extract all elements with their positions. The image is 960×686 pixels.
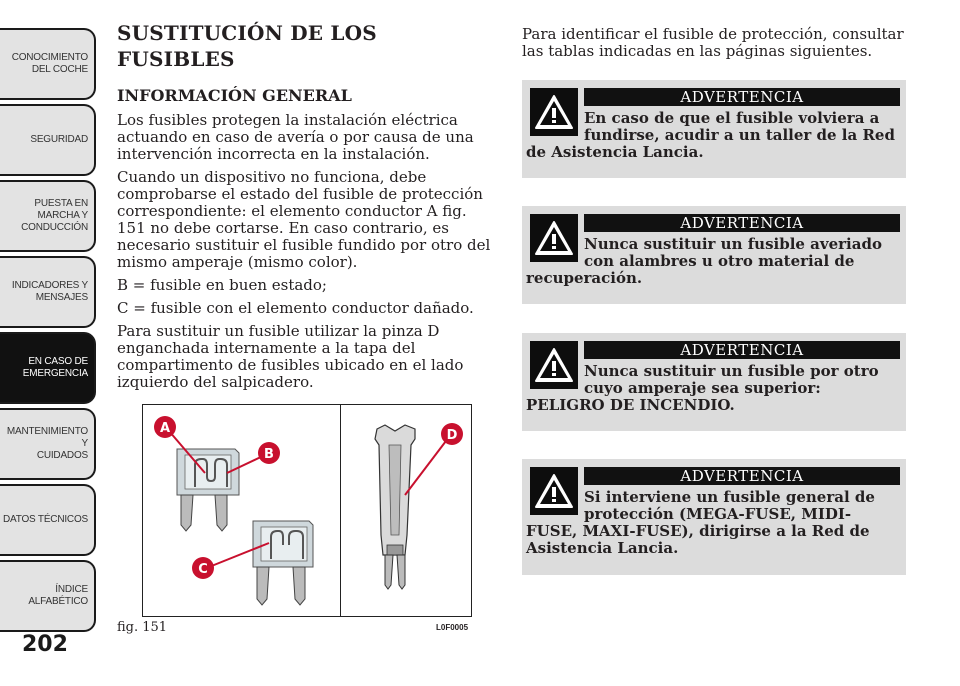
warning-line: fundirse, acudir a un taller de la Red [584,126,895,144]
warning-line: Si interviene un fusible general de [584,488,875,506]
page-number: 202 [22,632,68,657]
intro-text: Para identificar el fusible de protección, consultar las tablas indicadas en las páginas siguientes. [522,25,904,60]
tab-label: PUESTA EN MARCHA Y CONDUCCIÓN [21,198,88,233]
fuse-figure [142,404,472,617]
tab-seguridad[interactable] [0,104,96,176]
tab-puesta-en-marcha[interactable] [0,180,96,252]
tab-conocimiento-del-coche[interactable] [0,28,96,100]
warning-line: recuperación. [526,269,643,287]
label-b: B [264,447,274,462]
warning-line: con alambres u otro material de [584,252,855,270]
tab-label: EN CASO DE EMERGENCIA [22,356,88,379]
callout-line-d [405,437,449,495]
warning-line: de Asistencia Lancia. [526,143,704,161]
paragraph: Los fusibles protegen la instalación eléctrica actuando en caso de avería o por causa de una intervención incorrecta en la instalación. [117,111,474,163]
warning-line: Nunca sustituir un fusible por otro [584,362,879,380]
warning-box [522,80,906,178]
tab-label: SEGURIDAD [30,134,88,145]
warning-text [522,110,906,161]
figure-caption: fig. 151 [117,620,168,635]
tab-label: MANTENIMIENTO Y CUIDADOS [6,426,88,461]
paragraph: B = fusible en buen estado; [117,276,327,294]
warning-line: Nunca sustituir un fusible averiado [584,235,882,253]
left-column [117,20,497,397]
warning-heading: ADVERTENCIA [584,341,900,359]
warning-line: protección (MEGA-FUSE, MIDI- [584,505,852,523]
warning-line: cuyo amperaje sea superior: [584,379,821,397]
figure-divider [340,405,341,616]
warning-box [522,333,906,431]
paragraph: Para sustituir un fusible utilizar la pinza D enganchada internamente a la tapa del compartimento de fusibles ubicado en el lado izquierdo del salpicadero. [117,322,464,391]
tab-en-caso-de-emergencia[interactable] [0,332,96,404]
tab-label: ÍNDICE ALFABÉTICO [28,584,88,607]
tab-datos-tecnicos[interactable] [0,484,96,556]
warning-box [522,206,906,304]
warning-text [522,363,906,414]
tab-indicadores-y-mensajes[interactable] [0,256,96,328]
label-d: D [446,428,458,443]
label-a: A [159,421,171,436]
page-title: SUSTITUCIÓN DE LOS FUSIBLES [117,21,377,71]
tab-mantenimiento-y-cuidados[interactable] [0,408,96,480]
paragraph: Cuando un dispositivo no funciona, debe comprobarse el estado del fusible de protección correspondiente: el elemento conductor A fig. 151 no debe cortarse. En caso contrario, es necesario sustituir el fusible fundido por otro del mismo amperaje (mismo color). [117,168,491,271]
warning-line: FUSE, MAXI-FUSE), dirigirse a la Red de Asistencia Lancia. [526,522,870,557]
label-c: C [198,562,208,577]
fuse-pliers [375,425,415,589]
section-heading: INFORMACIÓN GENERAL [117,86,352,105]
warning-text [522,489,906,557]
fuse-illustration [143,405,473,618]
fuse-good [177,449,239,531]
warning-heading: ADVERTENCIA [584,214,900,232]
tab-indice-alfabetico[interactable] [0,560,96,632]
warning-box [522,459,906,575]
warning-line: PELIGRO DE INCENDIO. [526,396,735,414]
warning-line: En caso de que el fusible volviera a [584,109,880,127]
warning-heading: ADVERTENCIA [584,467,900,485]
figure-code: L0F0005 [436,623,469,632]
tab-label: DATOS TÉCNICOS [3,514,88,525]
warning-heading: ADVERTENCIA [584,88,900,106]
paragraph: C = fusible con el elemento conductor dañado. [117,299,474,317]
warning-text [522,236,906,287]
tab-label: INDICADORES Y MENSAJES [11,280,88,303]
fuse-damaged [253,521,313,605]
right-column [522,26,906,60]
tab-label: CONOCIMIENTO DEL COCHE [11,52,88,75]
